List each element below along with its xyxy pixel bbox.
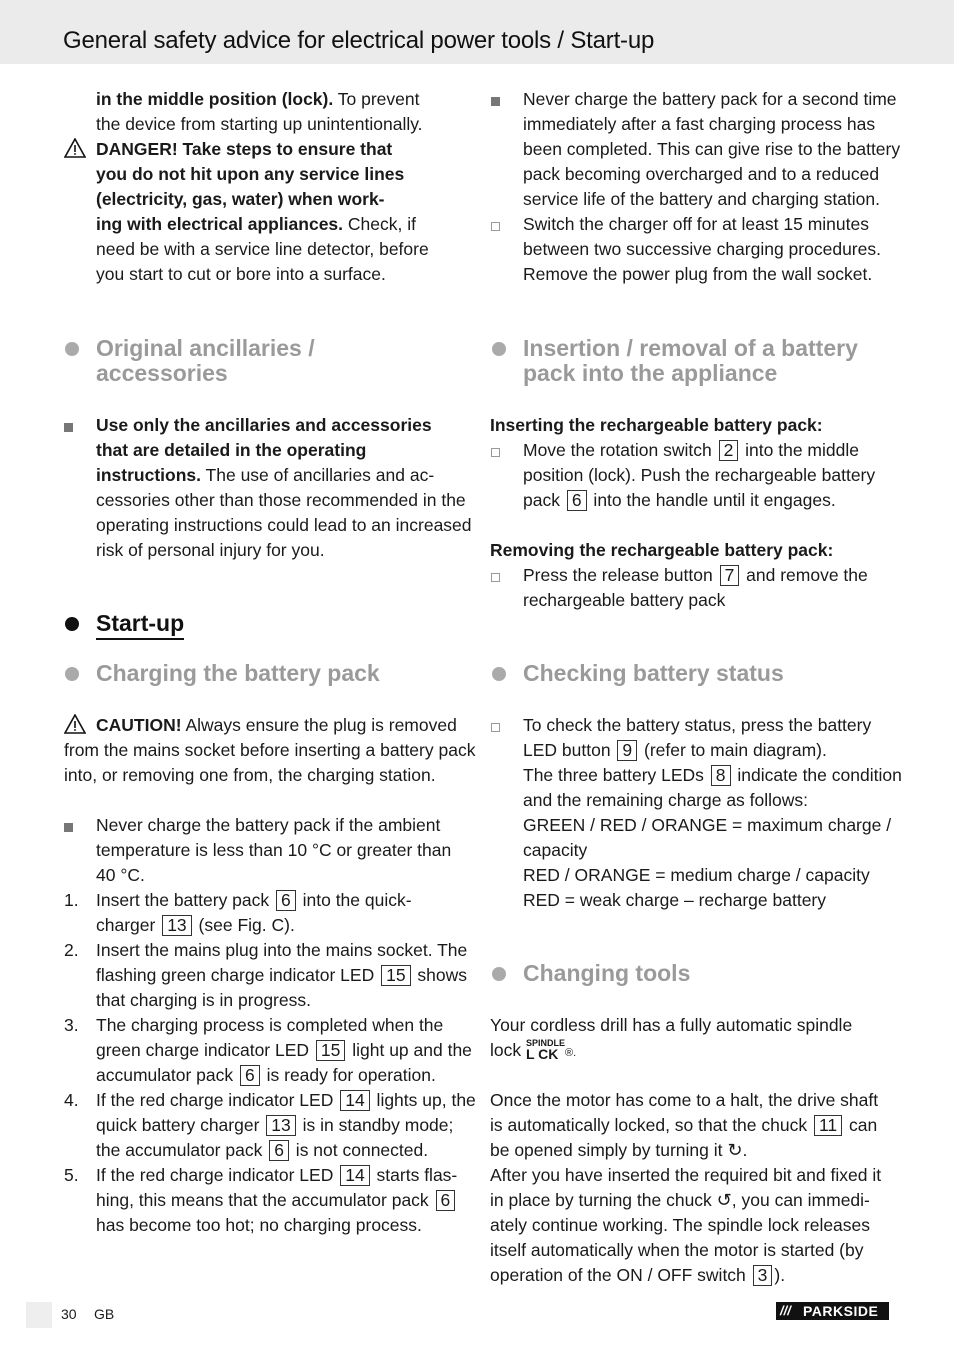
status-line-2: LED button 9 (refer to main diagram). — [523, 740, 827, 760]
inserting-line-2: position (lock). Push the rechargeable battery — [523, 465, 876, 485]
heading-accessories-2: accessories — [96, 360, 228, 386]
bullet-open-square — [491, 723, 500, 732]
tools-line-9: itself automatically when the motor is started (by — [490, 1240, 864, 1260]
heading-insertion-2: pack into the appliance — [523, 360, 778, 386]
tools-line-5: be opened simply by turning it ↻. — [490, 1140, 748, 1160]
step-number: 4. — [64, 1090, 79, 1110]
intro-line-1: in the middle position (lock). To prevent — [96, 89, 420, 109]
tools-line-7: in place by turning the chuck ↺, you can immedi- — [490, 1190, 870, 1210]
ambient-line-2: temperature is less than 10 °C or greater than — [96, 840, 452, 860]
step-3-line-3: accumulator pack 6 is ready for operation. — [96, 1065, 436, 1085]
accessories-line-3: instructions. The use of ancillaries and ac- — [96, 465, 435, 485]
heading-bullet — [65, 667, 79, 681]
heading-bullet — [492, 342, 506, 356]
removing-line-2: rechargeable battery pack — [523, 590, 726, 610]
switch-off-line-1: Switch the charger off for at least 15 minutes — [523, 214, 869, 234]
caution-line-3: into, or removing one from, the charging station. — [64, 765, 436, 785]
rotate-close-icon: ↺ — [716, 1190, 732, 1210]
never-fast-line-4: pack becoming overcharged and to a reduced — [523, 164, 880, 184]
page-title: General safety advice for electrical power tools / Start-up — [63, 27, 655, 54]
status-line-7: RED / ORANGE = medium charge / capacity — [523, 865, 870, 885]
status-line-6: capacity — [523, 840, 588, 860]
step-5-line-2: hing, this means that the accumulator pack 6 — [96, 1188, 457, 1213]
footer-box — [26, 1302, 52, 1328]
danger-line-5: need be with a service line detector, before — [96, 239, 429, 259]
heading-insertion-1: Insertion / removal of a battery — [523, 335, 858, 361]
step-5-line-1: If the red charge indicator LED 14 starts flas- — [96, 1165, 458, 1185]
header-bar — [0, 0, 954, 64]
step-4-line-2: quick battery charger 13 is in standby mode; — [96, 1115, 454, 1135]
status-line-1: To check the battery status, press the battery — [523, 715, 872, 735]
tools-line-4: is automatically locked, so that the chuck 11 can — [490, 1115, 878, 1135]
heading-charging: Charging the battery pack — [96, 660, 380, 686]
never-fast-line-5: service life of the battery and charging station. — [523, 189, 881, 209]
heading-bullet — [65, 342, 79, 356]
language-code: GB — [94, 1306, 115, 1322]
tools-line-1: Your cordless drill has a fully automatic spindle — [490, 1015, 853, 1035]
never-fast-line-1: Never charge the battery pack for a second time — [523, 89, 897, 109]
step-2-line-2: flashing green charge indicator LED 15 shows — [96, 965, 468, 985]
status-line-5: GREEN / RED / ORANGE = maximum charge / — [523, 815, 892, 835]
bullet-open-square — [491, 573, 500, 582]
accessories-line-2: that are detailed in the operating — [96, 440, 367, 460]
tools-line-10: operation of the ON / OFF switch 3 ). — [490, 1265, 786, 1285]
heading-status: Checking battery status — [523, 660, 784, 686]
bullet-square — [491, 97, 500, 106]
brand-name: PARKSIDE — [803, 1303, 879, 1319]
heading-bullet — [492, 967, 506, 981]
ambient-line-1: Never charge the battery pack if the ambient — [96, 815, 441, 835]
inserting-title: Inserting the rechargeable battery pack: — [490, 415, 823, 435]
heading-bullet — [492, 667, 506, 681]
status-line-3: The three battery LEDs 8 indicate the condition — [523, 765, 902, 785]
step-number: 3. — [64, 1015, 79, 1035]
tools-line-6: After you have inserted the required bit and fixed it — [490, 1165, 882, 1185]
rotate-open-icon: ↻ — [727, 1140, 743, 1160]
inserting-line-3: pack 6 into the handle until it engages. — [523, 490, 836, 510]
step-4-line-3: the accumulator pack 6 is not connected. — [96, 1140, 429, 1160]
step-2-line-3: that charging is in progress. — [96, 990, 311, 1010]
step-1-line-1: Insert the battery pack 6 into the quick- — [96, 890, 412, 910]
heading-bullet — [65, 617, 79, 631]
never-fast-line-2: immediately after a fast charging process has — [523, 114, 876, 134]
accessories-line-4: cessories other than those recommended in the — [96, 490, 466, 510]
warning-triangle-icon — [64, 714, 86, 734]
bullet-open-square — [491, 448, 500, 457]
heading-accessories-1: Original ancillaries / — [96, 335, 315, 361]
step-4-line-1: If the red charge indicator LED 14 lights up, the — [96, 1090, 476, 1110]
danger-line-1: DANGER! Take steps to ensure that — [96, 139, 393, 159]
removing-line-1: Press the release button 7 and remove the — [523, 565, 868, 585]
danger-line-2: you do not hit upon any service lines — [96, 164, 405, 184]
caution-line-2: from the mains socket before inserting a battery pack — [64, 740, 476, 760]
caution-line-1: CAUTION! Always ensure the plug is removed — [96, 715, 457, 735]
danger-line-6: you start to cut or bore into a surface. — [96, 264, 386, 284]
ambient-line-3: 40 °C. — [96, 865, 145, 885]
status-line-4: and the remaining charge as follows: — [523, 790, 809, 810]
spindle-lock-icon: SPINDLE L CK — [525, 1038, 565, 1062]
accessories-line-5: operating instructions could lead to an increased — [96, 515, 472, 535]
danger-line-3: (electricity, gas, water) when work- — [96, 189, 385, 209]
switch-off-line-2: between two successive charging procedures. — [523, 239, 881, 259]
removing-title: Removing the rechargeable battery pack: — [490, 540, 834, 560]
step-3-line-1: The charging process is completed when the — [96, 1015, 444, 1035]
never-fast-line-3: been completed. This can give rise to the battery — [523, 139, 901, 159]
status-line-8: RED = weak charge – recharge battery — [523, 890, 827, 910]
brand-logo — [776, 1302, 889, 1320]
heading-startup: Start-up — [96, 611, 184, 640]
bullet-square — [64, 823, 73, 832]
step-2-line-1: Insert the mains plug into the mains socket. The — [96, 940, 468, 960]
tools-line-3: Once the motor has come to a halt, the drive shaft — [490, 1090, 879, 1110]
tools-line-8: ately continue working. The spindle lock releases — [490, 1215, 871, 1235]
heading-tools: Changing tools — [523, 960, 691, 986]
warning-triangle-icon — [64, 138, 86, 158]
step-3-line-2: green charge indicator LED 15 light up and the — [96, 1040, 472, 1060]
danger-line-4: ing with electrical appliances. Check, if — [96, 214, 416, 234]
step-number: 5. — [64, 1165, 79, 1185]
accessories-line-6: risk of personal injury for you. — [96, 540, 325, 560]
step-1-line-2: charger 13 (see Fig. C). — [96, 915, 295, 935]
tools-line-2: lock SPINDLE L CK ®. — [490, 1038, 577, 1062]
inserting-line-1: Move the rotation switch 2 into the middle — [523, 440, 859, 460]
switch-off-line-3: Remove the power plug from the wall socket. — [523, 264, 873, 284]
step-number: 2. — [64, 940, 79, 960]
bullet-open-square — [491, 222, 500, 231]
logo-stripes: /// — [780, 1303, 791, 1318]
accessories-line-1: Use only the ancillaries and accessories — [96, 415, 432, 435]
step-5-line-3: has become too hot; no charging process. — [96, 1215, 422, 1235]
bullet-square — [64, 423, 73, 432]
intro-line-2: the device from starting up unintentionally. — [96, 114, 423, 134]
step-number: 1. — [64, 890, 79, 910]
page-number: 30 — [61, 1306, 77, 1322]
